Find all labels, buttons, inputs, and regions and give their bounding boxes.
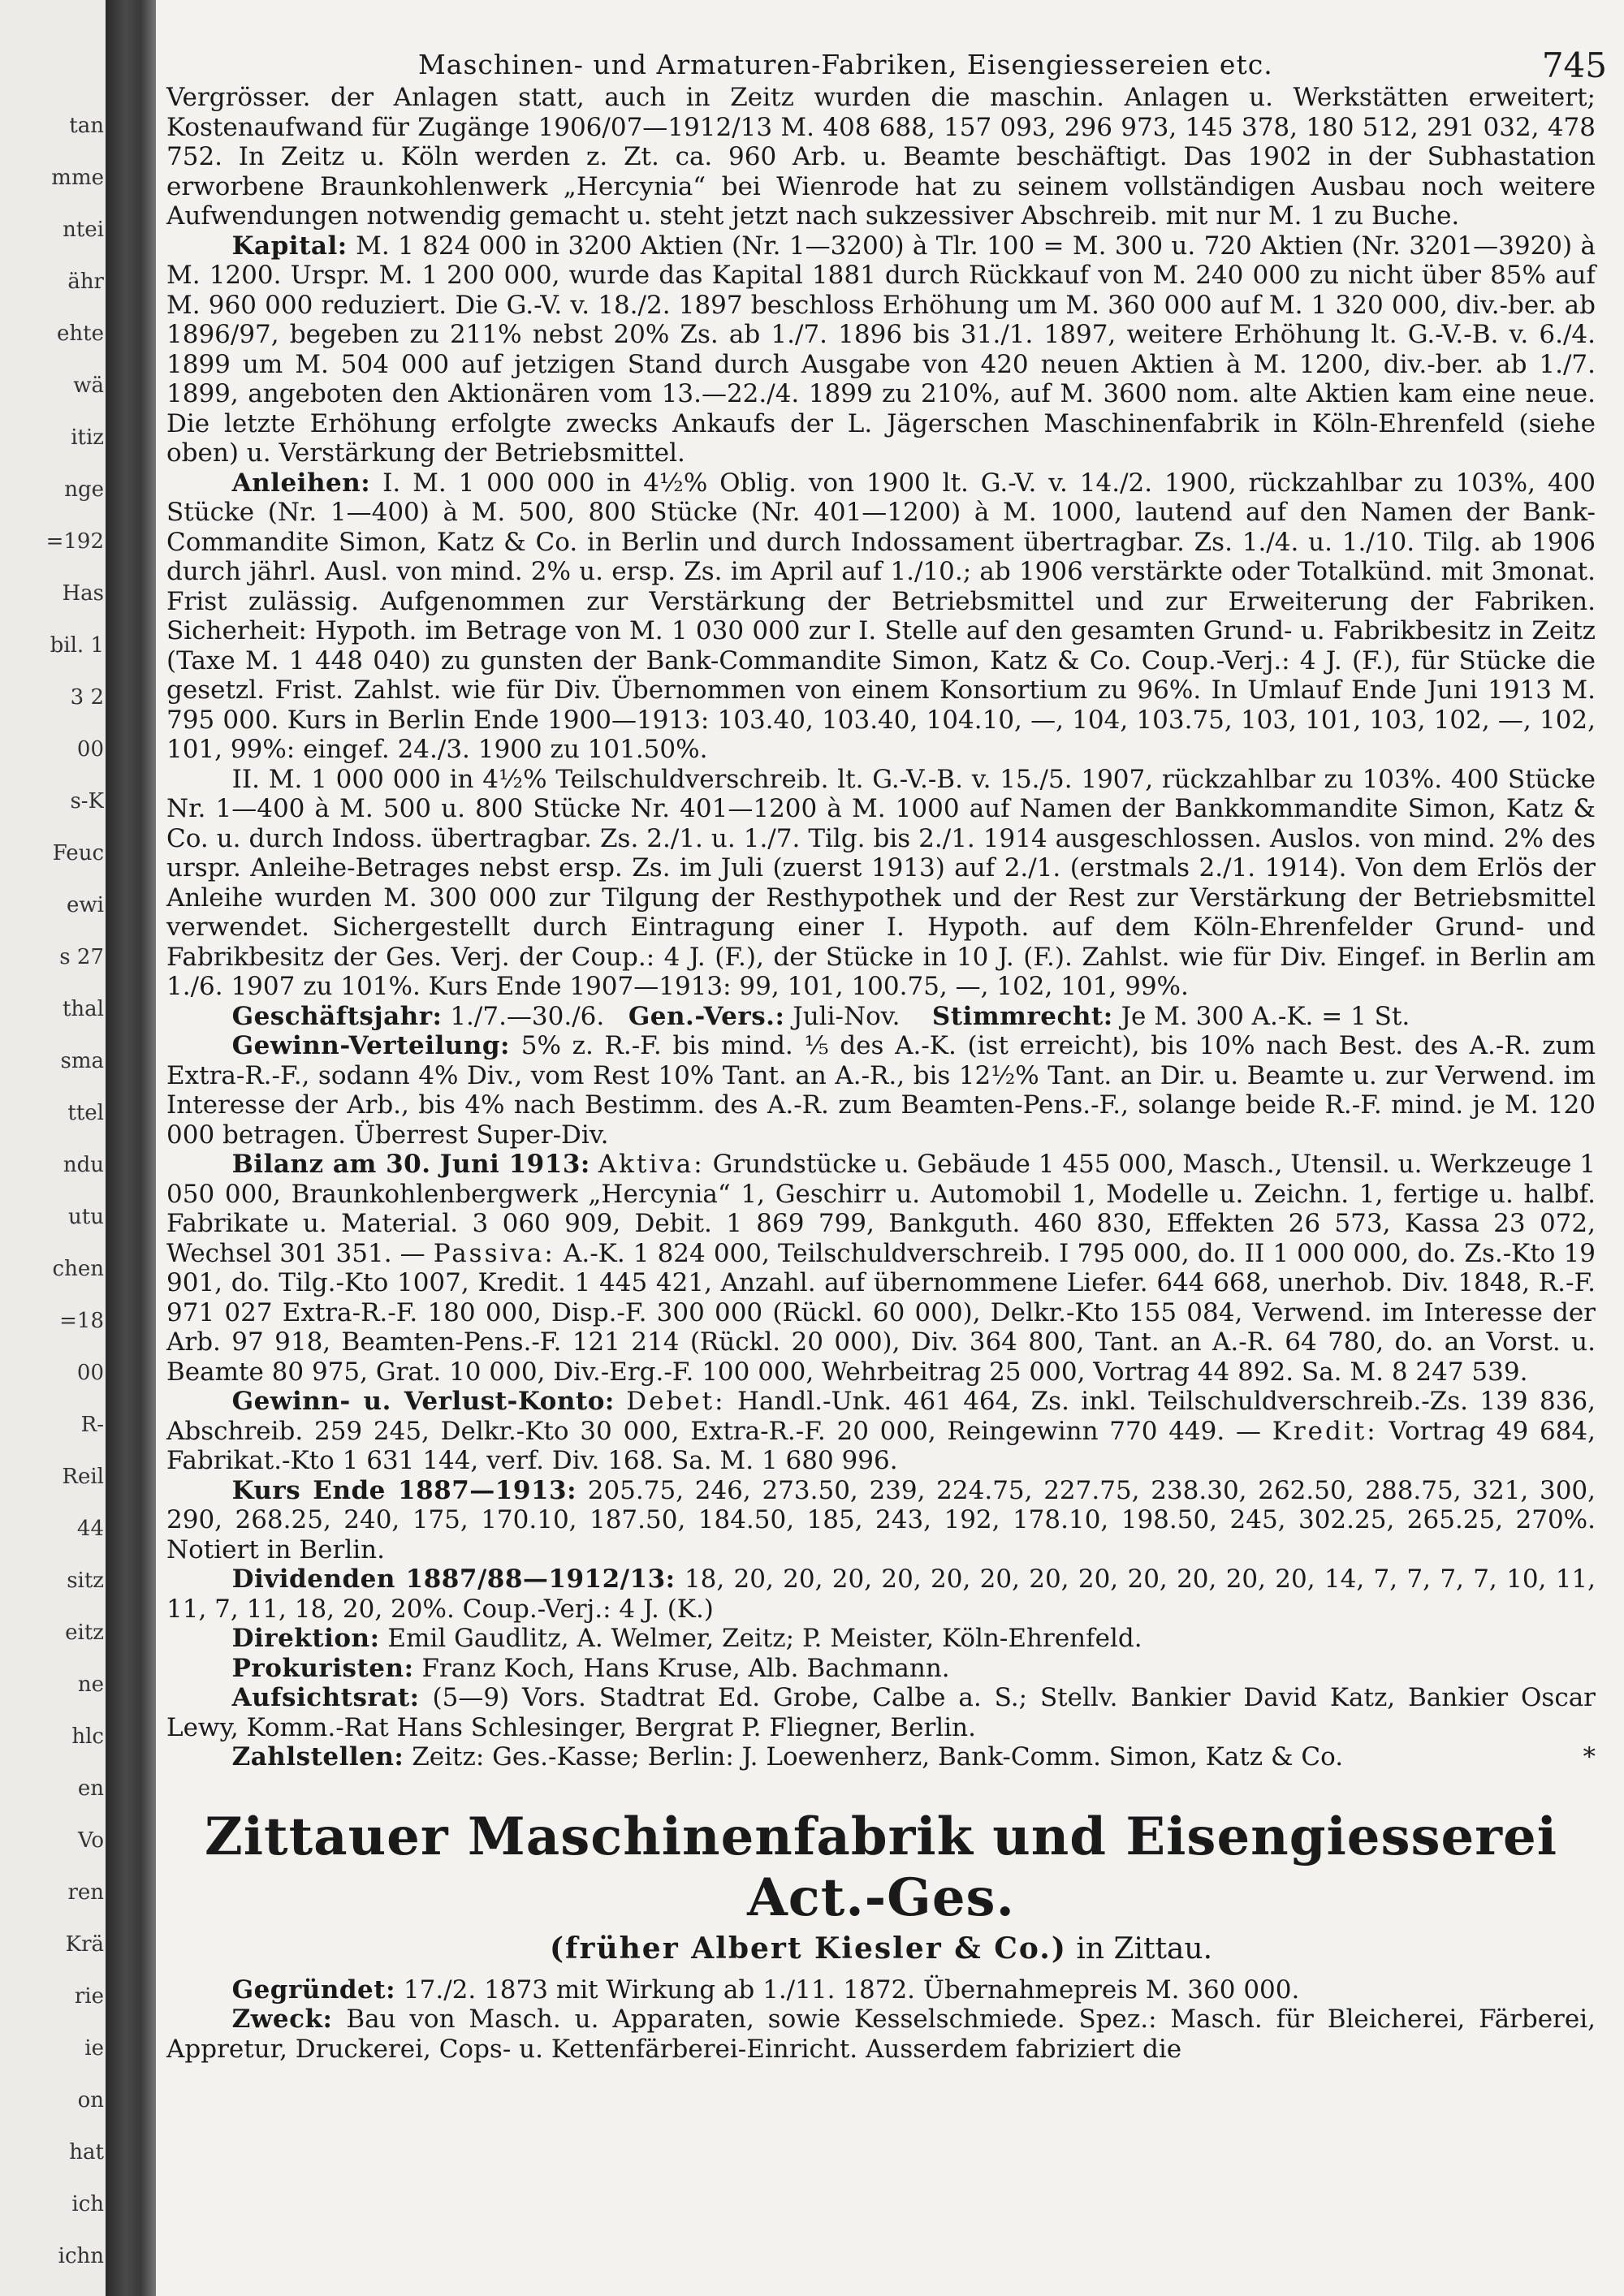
geschaeftsjahr-paragraph [166,1002,1596,1032]
geschaeftsjahr-text: 1./7.—30./6. [450,1001,605,1031]
direktion-label: Direktion: [231,1624,380,1653]
adjacent-page-text-fragment: 00 [76,1361,104,1385]
bilanz-label: Bilanz am 30. Juni 1913: [231,1150,590,1179]
adjacent-page-text-fragment: rie [74,1984,104,2009]
aufsichtsrat-text: (5—9) Vors. Stadtrat Ed. Grobe, Calbe a. S.; Stellv. Bankier David Katz, Bankier Oscar Lewy, Komm.-Rat Hans Schlesinger, Bergrat P. Fliegner, Berlin. [166,1683,1596,1742]
document-page [166,24,1607,2064]
direktion-text: Emil Gaudlitz, A. Welmer, Zeitz; P. Meister, Köln-Ehrenfeld. [387,1624,1142,1653]
adjacent-page-text-fragment: chen [52,1257,104,1281]
geschaeftsjahr-label: Geschäftsjahr: [231,1001,443,1031]
gegruendet-paragraph [166,1975,1596,2005]
adjacent-page-text-fragment: on [77,2088,104,2113]
passiva-label: Passiva: [433,1238,555,1268]
gen-vers-text: Juli-Nov. [793,1001,901,1031]
adjacent-page-text-fragment: =18 [59,1309,104,1333]
aktiva-label: Aktiva: [598,1150,705,1179]
adjacent-page-text-fragment: hlc [71,1724,104,1749]
anleihen-2-text: II. M. 1 000 000 in 4½% Teilschuldverschreib. lt. G.-V.-B. v. 15./5. 1907, rückzahlbar zu 103%. 400 Stücke Nr. 1—400 à M. 500 u. 800 Stücke Nr. 401—1200 à M. 1000 auf Namen der Bankkommandite Simon, Katz & Co. u. durch Indoss. übertragbar. Zs. 2./1. u. 1./7. Tilg. bis 2./1. 1914 ausgeschlossen. Auslos. von mind. 2% des urspr. Anleihe-Betrages nebst ersp. Zs. im Juli (zuerst 1913) auf 2./1. (erstmals 2./1. 1914). Von dem Erlös der Anleihe wurden M. 300 000 zur Tilgung der Resthypothek und der Rest zur Verstärkung der Betriebsmittel verwendet. Sichergestellt durch Eintragung einer I. Hypoth. auf dem Köln-Ehrenfelder Grund- und Fabrikbesitz der Ges. Verj. der Coup.: 4 J. (F.), der Stücke in 10 J. (F.). Zahlst. wie für Div. Eingef. in Berlin am 1./6. 1907 zu 101%. Kurs Ende 1907—1913: 99, 101, 100.75, —, 102, 101, 99%. [166,764,1596,1001]
zahlstellen-text: Zeitz: Ges.-Kasse; Berlin: J. Loewenherz, Bank-Comm. Simon, Katz & Co. [412,1742,1344,1772]
kapital-text: M. 1 824 000 in 3200 Aktien (Nr. 1—3200) à Tlr. 100 = M. 300 u. 720 Aktien (Nr. 3201—3920) à M. 1200. Urspr. M. 1 200 000, wurde das Kapital 1881 durch Rückkauf von M. 240 000 zu nicht über 85% auf M. 960 000 reduziert. Die G.-V. v. 18./2. 1897 beschloss Erhöhung um M. 360 000 auf M. 1 320 000, div.-ber. ab 1896/97, begeben zu 211% nebst 20% Zs. ab 1./7. 1896 bis 31./1. 1897, weitere Erhöhung lt. G.-V.-B. v. 6./4. 1899 um M. 504 000 auf jetzigen Stand durch Ausgabe von 420 neuen Aktien à M. 1200, div.-ber. ab 1./7. 1899, angeboten den Aktionären vom 13.—22./4. 1899 zu 210%, auf M. 3600 nom. alte Aktien kam eine neue. Die letzte Erhöhung erfolgte zwecks Ankaufs der L. Jägerschen Maschinenfabrik in Köln-Ehrenfeld (siehe oben) u. Verstärkung der Betriebsmittel. [166,231,1596,468]
aktiva-text: Grundstücke u. Gebäude 1 455 000, Masch., Utensil. u. Werkzeuge 1 050 000, Braunkohlenbergwerk „Hercynia“ 1, Geschirr u. Automobil 1, Modelle u. Zeichn. 1, fertige u. halbf. Fabrikate u. Material. 3 060 909, Debit. 1 869 799, Bankguth. 460 830, Effekten 26 573, Kassa 23 072, Wechsel 301 351. — [166,1150,1596,1268]
gewinn-verteilung-text: 5% z. R.-F. bis mind. ⅕ des A.-K. (ist erreicht), bis 10% nach Best. des A.-R. zum Extra-R.-F., sodann 4% Div., vom Rest 10% Tant. an A.-R., bis 12½% Tant. an Dir. u. Beamte u. zur Verwend. im Interesse der Arb., bis 4% nach Bestimm. des A.-R. zum Beamten-Pens.-F., solange beide R.-F. mind. je M. 120 000 betragen. Überrest Super-Div. [166,1031,1596,1150]
dividenden-label: Dividenden 1887/88—1912/13: [231,1564,676,1594]
adjacent-page-text-fragment: ndu [63,1153,104,1177]
prokuristen-paragraph [166,1654,1596,1684]
stimmrecht-label: Stimmrecht: [931,1001,1113,1031]
anleihen-paragraph [166,468,1596,765]
adjacent-page-text-fragment: 44 [76,1517,104,1541]
adjacent-page-text-fragment: ttel [67,1101,104,1125]
zweck-text: Bau von Masch. u. Apparaten, sowie Kesselschmiede. Spez.: Masch. für Bleicherei, Färberei, Appretur, Druckerei, Cops- u. Kettenfärberei-Einricht. Ausserdem fabriziert die [166,2005,1596,2064]
running-header [166,24,1607,85]
kurs-text: 205.75, 246, 273.50, 239, 224.75, 227.75, 238.30, 262.50, 288.75, 321, 300, 290, 268.25, 240, 175, 170.10, 187.50, 184.50, 185, 243, 192, 178.10, 198.50, 245, 302.25, 265.25, 270%. Notiert in Berlin. [166,1475,1596,1564]
adjacent-page-text-fragment: nge [64,477,104,502]
adjacent-page-text-fragment: ichn [58,2244,104,2268]
aufsichtsrat-paragraph [166,1683,1596,1742]
adjacent-page-text-fragment: ewi [67,893,104,917]
bilanz-paragraph [166,1150,1596,1387]
adjacent-page-text-fragment: R- [80,1413,104,1437]
former-name: (früher Albert Kiesler & Co.) [549,1931,1067,1966]
adjacent-page-text-fragment: itiz [71,425,104,450]
footnote-star: * [1583,1742,1596,1772]
adjacent-page-text-fragment: 00 [76,737,104,762]
guv-paragraph [166,1387,1596,1476]
adjacent-page-fragment [0,0,106,2296]
adjacent-page-text-fragment: Has [62,581,104,606]
dividenden-text: 18, 20, 20, 20, 20, 20, 20, 20, 20, 20, 20, 20, 20, 14, 7, 7, 7, 7, 10, 11, 11, 7, 11, 18, 20, 20%. Coup.-Verj.: 4 J. (K.) [166,1564,1596,1624]
adjacent-page-text-fragment: Krä [65,1932,104,1957]
kapital-paragraph [166,231,1596,468]
guv-label: Gewinn- u. Verlust-Konto: [231,1387,615,1416]
company-title: Zittauer Maschinenfabrik und Eisengiesserei Act.-Ges. [205,1806,1557,1928]
adjacent-page-text-fragment: tan [69,114,104,138]
passiva-text: A.-K. 1 824 000, Teilschuldverschreib. I 795 000, do. II 1 000 000, do. Zs.-Kto 19 901, do. Tilg.-Kto 1007, Kredit. 1 445 421, Anzahl. auf übernommene Liefer. 644 668, unerhob. Div. 1848, R.-F. 971 027 Extra-R.-F. 180 000, Disp.-F. 300 000 (Rückl. 60 000), Delkr.-Kto 155 084, Verwend. im Interesse der Arb. 97 918, Beamten-Pens.-F. 121 214 (Rückl. 20 000), Div. 364 800, Tant. an A.-R. 64 780, do. an Vorst. u. Beamte 80 975, Grat. 10 000, Div.-Erg.-F. 100 000, Wehrbeitrag 25 000, Vortrag 44 892. Sa. M. 8 247 539. [166,1238,1596,1387]
adjacent-page-text-fragment: mme [51,166,104,190]
adjacent-page-text-fragment: hat [69,2140,104,2164]
gegruendet-text: 17./2. 1873 mit Wirkung ab 1./11. 1872. Übernahmepreis M. 360 000. [403,1974,1300,2005]
adjacent-page-text-fragment: 3 2 [70,685,104,710]
anleihen-1-text: I. M. 1 000 000 in 4½% Oblig. von 1900 lt. G.-V. v. 14./2. 1900, rückzahlbar zu 103%, 400 Stücke (Nr. 1—400) à M. 500, 800 Stücke (Nr. 401—1200) à M. 1000, lautend auf den Namen der Bank-Commandite Simon, Katz & Co. in Berlin und durch Indossament übertragbar. Zs. 1./4. u. 1./10. Tilg. ab 1906 durch jährl. Ausl. von mind. 2% u. ersp. Zs. im April auf 1./10.; ab 1906 verstärkte oder Totalkünd. mit 3monat. Frist zulässig. Aufgenommen zur Verstärkung der Betriebsmittel und zur Erweiterung der Fabriken. Sicherheit: Hypoth. im Betrage von M. 1 030 000 zur I. Stelle auf den gesamten Grund- u. Fabrikbesitz in Zeitz (Taxe M. 1 448 040) zu gunsten der Bank-Commandite Simon, Katz & Co. Coup.-Verj.: 4 J. (F.), für Stücke die gesetzl. Frist. Zahlst. wie für Div. Übernommen von einem Konsortium zu 96%. In Umlauf Ende Juni 1913 M. 795 000. Kurs in Berlin Ende 1900—1913: 103.40, 103.40, 104.10, —, 104, 103.75, 103, 101, 103, 102, —, 102, 101, 99%: eingef. 24./3. 1900 zu 101.50%. [166,468,1596,764]
adjacent-page-text-fragment: ntei [63,218,104,242]
adjacent-page-text-fragment: en [77,1776,104,1801]
adjacent-page-text-fragment: wä [73,373,104,398]
adjacent-page-text-fragment: Feuc [52,841,104,865]
gewinn-verteilung-paragraph [166,1031,1596,1150]
gewinn-verteilung-label: Gewinn-Verteilung: [231,1031,510,1060]
kredit-label: Kredit: [1272,1416,1378,1446]
prokuristen-text: Franz Koch, Hans Kruse, Alb. Bachmann. [421,1653,950,1683]
zweck-label: Zweck: [231,2005,333,2034]
kredit-text: Vortrag 49 684, Fabrikat.-Kto 1 631 144, verf. Div. 168. Sa. M. 1 680 996. [166,1416,1596,1475]
adjacent-page-text-fragment: Vo [77,1828,104,1853]
adjacent-page-text-fragment: Reil [62,1465,104,1489]
location: in Zittau. [1076,1931,1213,1966]
dividenden-paragraph [166,1564,1596,1624]
adjacent-page-text-fragment: sitz [67,1569,104,1593]
gegruendet-label: Gegründet: [231,1974,396,2005]
aufsichtsrat-label: Aufsichtsrat: [231,1683,420,1712]
intro-text: Vergrösser. der Anlagen statt, auch in Zeitz wurden die maschin. Anlagen u. Werkstätten erweitert; Kostenaufwand für Zugänge 1906/07—1912/13 M. 408 688, 157 093, 296 973, 145 378, 180 512, 291 032, 478 752. In Zeitz u. Köln werden z. Zt. ca. 960 Arb. u. Beamte beschäftigt. Das 1902 in der Subhastation erworbene Braunkohlenwerk „Hercynia“ bei Wienrode hat zu seinem vollständigen Ausbau noch weitere Aufwendungen notwendig gemacht u. steht jetzt nach sukzessiver Abschreib. mit nur M. 1 zu Buche. [166,83,1596,231]
direktion-paragraph [166,1624,1596,1654]
prokuristen-label: Prokuristen: [231,1653,414,1683]
intro-paragraph [166,83,1596,231]
kurs-label: Kurs Ende 1887—1913: [231,1475,577,1505]
adjacent-page-text-fragment: thal [62,997,104,1021]
adjacent-page-text-fragment: ähr [67,270,104,294]
zahlstellen-paragraph [166,1742,1596,1772]
adjacent-page-text-fragment: ehte [57,322,104,346]
kapital-label: Kapital: [231,231,348,261]
adjacent-page-text-fragment: =192 [45,529,104,554]
adjacent-page-text-fragment: ne [77,1672,104,1697]
company-subtitle [166,1931,1596,1966]
page-number: 745 [1541,45,1607,85]
anleihen-2-paragraph [166,765,1596,1002]
adjacent-page-text-fragment: ich [71,2192,104,2216]
zweck-paragraph [166,2005,1596,2064]
adjacent-page-text-fragment: eitz [65,1621,104,1645]
debet-text: Handl.-Unk. 461 464, Zs. inkl. Teilschuldverschreib.-Zs. 139 836, Abschreib. 259 245, Delkr.-Kto 30 000, Extra-R.-F. 20 000, Reingewinn 770 449. — [166,1387,1596,1446]
adjacent-page-text-fragment: sma [60,1049,104,1073]
adjacent-page-text-fragment: ren [67,1880,104,1905]
debet-label: Debet: [626,1387,726,1416]
gen-vers-label: Gen.-Vers.: [628,1001,785,1031]
header-title: Maschinen- und Armaturen-Fabriken, Eisengiessereien etc. [418,49,1273,80]
zahlstellen-label: Zahlstellen: [231,1742,404,1772]
stimmrecht-text: Je M. 300 A.-K. = 1 St. [1121,1001,1410,1031]
kurs-paragraph [166,1476,1596,1565]
adjacent-page-text-fragment: utu [68,1205,104,1229]
adjacent-page-text-fragment: s 27 [59,945,104,969]
book-binding-shadow [106,0,156,2296]
adjacent-page-text-fragment: s-K [70,789,104,814]
adjacent-page-text-fragment: ie [84,2036,104,2061]
anleihen-label: Anleihen: [231,468,371,498]
adjacent-page-text-fragment: bil. 1 [50,633,104,658]
